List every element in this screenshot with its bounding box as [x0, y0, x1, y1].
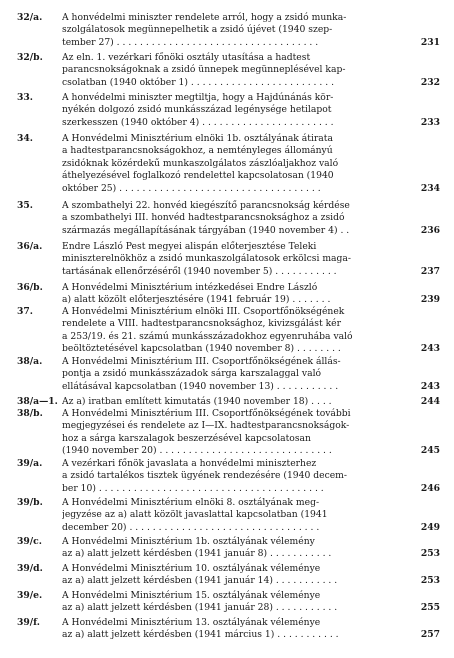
entry-number: 38/a.: [17, 356, 43, 367]
toc-entry: [0, 200, 454, 239]
page-number: 237: [420, 265, 440, 277]
entry-text-line: származás megállapításának tárgyában (1940 november 4) . .: [62, 224, 350, 236]
toc-entry: [0, 590, 454, 617]
toc-entry: [0, 458, 454, 497]
toc-entry: [0, 356, 454, 395]
entry-text-line: Az a) iratban említett kimutatás (1940 november 18) . . . .: [62, 396, 332, 407]
entry-text-line: A honvédelmi miniszter rendelete arról, hogy a zsidó munka-: [62, 12, 347, 23]
page-number: 245: [420, 445, 440, 457]
page-number: 257: [420, 629, 440, 641]
entry-text-line: a szombathelyi III. honvéd hadtestparancsnoksághoz a zsidó: [62, 212, 345, 224]
entry-text-line: a hadtestparancsnokságokhoz, a nemtényleges állományú: [62, 145, 333, 157]
entry-number: 34.: [17, 133, 33, 144]
entry-text-line: a zsidó tartalékos tisztek ügyének rendezésére (1940 decem-: [62, 470, 347, 482]
entry-text-line: a 253/19. és 21. számú munkásszázadokhoz egyenruhába való: [62, 330, 353, 342]
toc-entry: [0, 133, 454, 197]
entry-text-line: tember 27) . . . . . . . . . . . . . . . . . . . . . . . . . . . . . . . . . . .: [62, 36, 319, 48]
entry-text-line: rendelete a VIII. hadtestparancsnoksághoz, kivizsgálást kér: [62, 318, 341, 330]
page-number: 231: [420, 36, 440, 48]
entry-text-line: december 20) . . . . . . . . . . . . . . . . . . . . . . . . . . . . . . . . .: [62, 521, 320, 533]
entry-text-line: A Honvédelmi Minisztérium 15. osztályának véleménye: [62, 590, 321, 601]
toc-entry: [0, 282, 454, 309]
toc-entry: [0, 306, 454, 358]
entry-text-line: A Honvédelmi Minisztérium 13. osztályának véleménye: [62, 617, 321, 628]
entry-text-line: jegyzése az a) alatt közölt javaslattal kapcsolatban (1941: [62, 509, 328, 521]
toc-entry: [0, 52, 454, 91]
entry-number: 33.: [17, 92, 33, 103]
page-number: 243: [420, 380, 440, 392]
entry-text-line: A szombathelyi 22. honvéd kiegészítő parancsnokság kérdése: [62, 200, 350, 211]
entry-text-line: hoz a sárga karszalagok beszerzésével kapcsolatosan: [62, 432, 311, 444]
entry-text-line: Endre László Pest megyei alispán előterjesztése Teleki: [62, 241, 317, 252]
entry-text-line: parancsnokságoknak a zsidó ünnepek megünneplésével kap-: [62, 64, 346, 76]
entry-text-line: ellátásával kapcsolatban (1940 november 13) . . . . . . . . . . .: [62, 380, 339, 392]
page-number: 233: [420, 116, 440, 128]
page-number: 249: [420, 521, 440, 533]
entry-text-line: A Honvédelmi Minisztérium 10. osztályának véleménye: [62, 563, 321, 574]
entry-text-line: A honvédelmi miniszter megtiltja, hogy a Hajdúnánás kör-: [62, 92, 334, 103]
page-number: 246: [420, 482, 440, 494]
entry-number: 39/d.: [17, 563, 43, 574]
entry-text-line: az a) alatt jelzett kérdésben (1941 január 8) . . . . . . . . . . .: [62, 548, 332, 560]
entry-text-line: beöltöztetésével kapcsolatban (1940 november 8) . . . . . . . .: [62, 343, 341, 355]
entry-number: 39/e.: [17, 590, 43, 601]
page-number: 239: [420, 294, 440, 306]
entry-number: 39/f.: [17, 617, 40, 628]
toc-entry: [0, 408, 454, 460]
entry-number: 32/b.: [17, 52, 43, 63]
entry-text-line: az a) alatt jelzett kérdésben (1941 január 14) . . . . . . . . . . .: [62, 575, 338, 587]
entry-text-line: (1940 november 20) . . . . . . . . . . . . . . . . . . . . . . . . . . . . . .: [62, 445, 332, 457]
page-number: 232: [420, 76, 440, 88]
page-number: 253: [420, 575, 440, 587]
entry-text-line: október 25) . . . . . . . . . . . . . . . . . . . . . . . . . . . . . . . . . . .: [62, 182, 321, 194]
entry-text-line: A Honvédelmi Minisztérium III. Csoportfőnökségének további: [62, 408, 351, 419]
entry-text-line: az a) alatt jelzett kérdésben (1941 március 1) . . . . . . . . . . .: [62, 629, 339, 641]
entry-text-line: szolgálatosok megünnepelhetik a zsidó újévet (1940 szep-: [62, 24, 333, 36]
entry-text-line: pontja a zsidó munkásszázadok sárga karszalaggal való: [62, 368, 322, 380]
entry-number: 39/a.: [17, 458, 43, 469]
entry-text-line: A Honvédelmi Minisztérium elnöki III. Csoportfőnökségének: [62, 306, 345, 317]
entry-number: 38/a—1.: [17, 396, 58, 407]
entry-text-line: A Honvédelmi Minisztérium 1b. osztályának vélemény: [62, 536, 315, 547]
entry-number: 39/b.: [17, 497, 43, 508]
toc-entry: [0, 563, 454, 590]
entry-number: 39/c.: [17, 536, 42, 547]
entry-number: 36/a.: [17, 241, 43, 252]
entry-text-line: szerkesszen (1940 október 4) . . . . . . . . . . . . . . . . . . . . . . .: [62, 116, 334, 128]
entry-text-line: az a) alatt jelzett kérdésben (1941 január 28) . . . . . . . . . . .: [62, 602, 338, 614]
page-number: 234: [420, 182, 440, 194]
entry-text-line: A vezérkari főnök javaslata a honvédelmi miniszterhez: [62, 458, 317, 469]
toc-entry: [0, 617, 454, 644]
entry-text-line: A Honvédelmi Minisztérium intézkedései Endre László: [62, 282, 318, 293]
page-number: 253: [420, 548, 440, 560]
entry-number: 36/b.: [17, 282, 43, 293]
entry-number: 35.: [17, 200, 33, 211]
entry-number: 37.: [17, 306, 33, 317]
entry-text-line: áthelyezésével foglalkozó rendelettel kapcsolatosan (1940: [62, 170, 334, 182]
page-number: 236: [420, 224, 440, 236]
page-number: 244: [420, 396, 440, 407]
toc-entry: [0, 536, 454, 563]
toc-entry: [0, 241, 454, 280]
entry-number: 38/b.: [17, 408, 43, 419]
entry-text-line: a) alatt közölt előterjesztésére (1941 február 19) . . . . . . .: [62, 294, 331, 306]
entry-text-line: tartásának ellenőrzéséről (1940 november 5) . . . . . . . . . . .: [62, 265, 337, 277]
entry-text-line: ber 10) . . . . . . . . . . . . . . . . . . . . . . . . . . . . . . . . . . . . . . .: [62, 482, 324, 494]
entry-text-line: zsidóknak közérdekű munkaszolgálatos zászlóaljakhoz való: [62, 157, 339, 169]
entry-text-line: csolatban (1940 október 1) . . . . . . . . . . . . . . . . . . . . . . . . .: [62, 76, 334, 88]
entry-text-line: nyékén dolgozó zsidó munkásszázad legénysége hetilapot: [62, 104, 332, 116]
entry-text-line: megjegyzései és rendelete az I—IX. hadtestparancsnokságok-: [62, 420, 350, 432]
entry-text-line: A Honvédelmi Minisztérium III. Csoportfőnökségének állás-: [62, 356, 341, 367]
entry-number: 32/a.: [17, 12, 43, 23]
toc-entry: [0, 92, 454, 131]
entry-text-line: Az eln. 1. vezérkari főnöki osztály utasítása a hadtest: [62, 52, 311, 63]
page-number: 255: [420, 602, 440, 614]
toc-entry: [0, 12, 454, 51]
toc-entry: [0, 497, 454, 536]
entry-text-line: A Honvédelmi Minisztérium elnöki 8. osztályának meg-: [62, 497, 320, 508]
entry-text-line: A Honvédelmi Minisztérium elnöki 1b. osztályának átirata: [62, 133, 333, 144]
entry-text-line: miniszterelnökhöz a zsidó munkaszolgálatosok erkölcsi maga-: [62, 253, 351, 265]
page-number: 243: [420, 343, 440, 355]
